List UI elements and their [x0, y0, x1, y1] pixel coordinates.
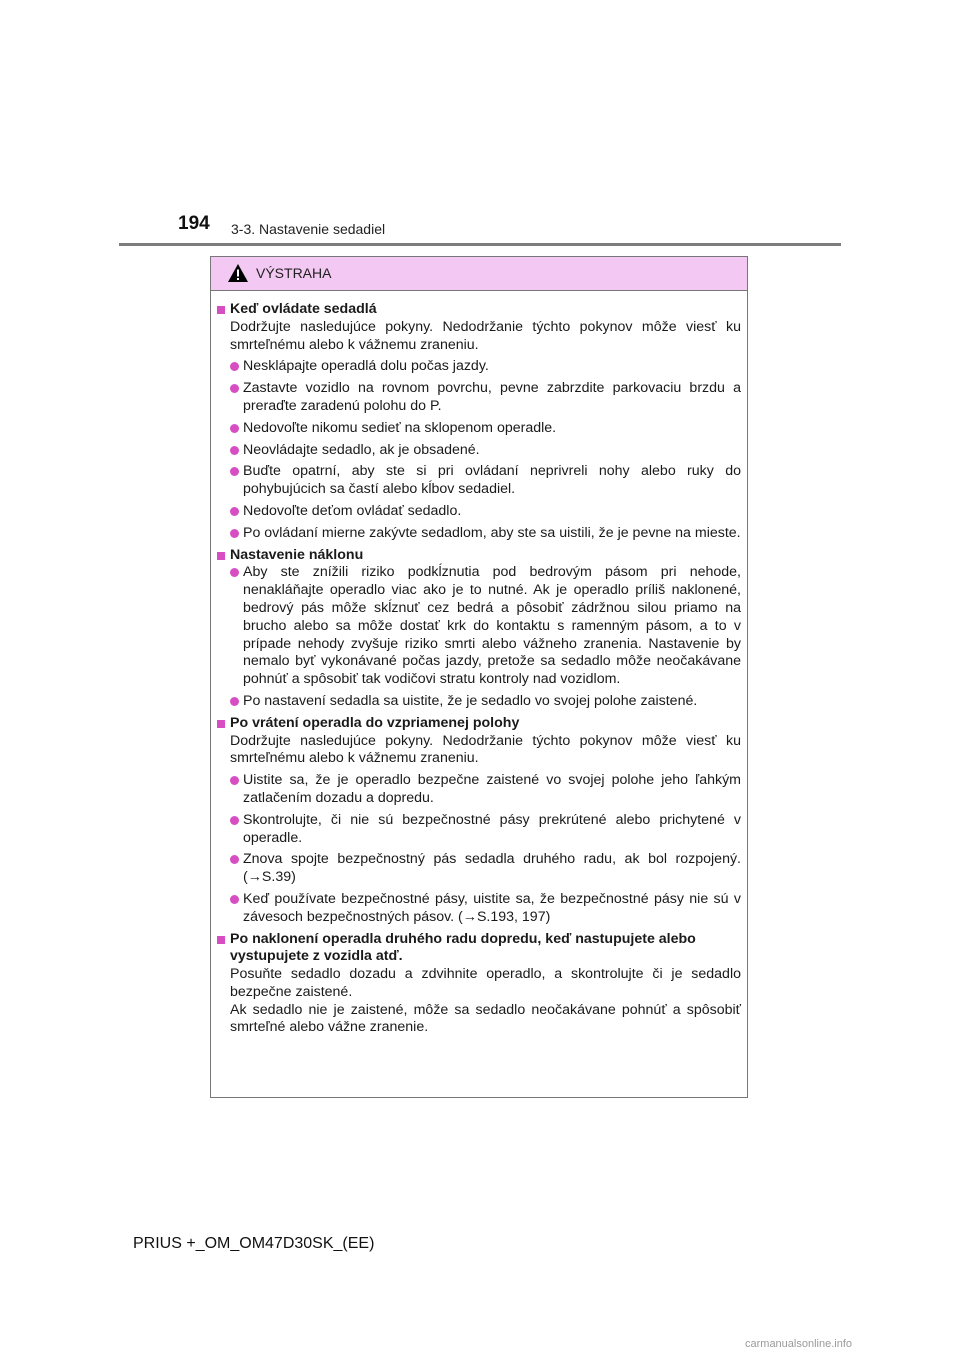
chapter-title: 3-3. Nastavenie sedadiel [231, 221, 386, 237]
round-bullet-icon [230, 467, 239, 476]
square-bullet-icon [217, 306, 225, 314]
square-bullet-icon [217, 720, 225, 728]
list-item [230, 420, 741, 438]
list-item [230, 380, 741, 416]
list-item [230, 812, 741, 848]
list-item [230, 525, 741, 543]
list-item-text: Nedovoľte nikomu sedieť na sklopenom operadle. [243, 419, 557, 436]
section-heading-text: Nastavenie náklonu [230, 546, 364, 563]
round-bullet-icon [230, 855, 239, 864]
round-bullet-icon [230, 568, 239, 577]
list-item [230, 358, 741, 376]
warning-title: VÝSTRAHA [256, 265, 332, 281]
warning-section [217, 547, 741, 711]
square-bullet-icon [217, 936, 225, 944]
list-item [230, 503, 741, 521]
section-paragraph: Posuňte sedadlo dozadu a zdvihnite operadlo, a skontrolujte či je sedadlo bezpečne zaistené. [230, 966, 741, 1000]
round-bullet-icon [230, 816, 239, 825]
round-bullet-icon [230, 895, 239, 904]
section-heading [217, 301, 741, 319]
round-bullet-icon [230, 384, 239, 393]
list-item [230, 851, 741, 887]
round-bullet-icon [230, 507, 239, 516]
list-item-text: Neovládajte sedadlo, ak je obsadené. [243, 441, 480, 458]
list-item-text: Nedovoľte deťom ovládať sedadlo. [243, 502, 462, 519]
list-item-text: Uistite sa, že je operadlo bezpečne zaistené vo svojej polohe jeho ľahkým zatlačením dozadu a dopredu. [243, 772, 741, 806]
model-code: PRIUS +_OM_OM47D30SK_(EE) [133, 1235, 375, 1252]
list-item-text: Zastavte vozidlo na rovnom povrchu, pevne zabrzdite parkovaciu brzdu a preraďte zaradenú polohu do P. [243, 380, 741, 414]
list-item-text: Aby ste znížili riziko podkĺznutia pod bedrovým pásom pri nehode, nenakláňajte operadlo viac ako je to nutné. Ak je operadlo príliš naklonené, bedrový pás môže skĺznuť cez bedrá a pôsobiť zádržnou silou priamo na brucho alebo sa môže dostať krk do kontaktu s ramenným pásom, a to v prípade nehody zvyšuje riziko smrti alebo vážneho zranenia. Nastavenie by nemalo byť vykonávané počas jazdy, pretože sa sedadlo môže neočakávane pohnúť a spôsobiť tak vodičovi stratu kontroly nad vozidlom. [243, 564, 741, 688]
list-item-text: Po nastavení sedadla sa uistite, že je sedadlo vo svojej polohe zaistené. [243, 692, 698, 709]
warning-triangle-icon [227, 263, 249, 283]
section-paragraph: Dodržujte nasledujúce pokyny. Nedodržanie týchto pokynov môže viesť ku smrteľnému alebo k vážnemu zraneniu. [230, 732, 741, 767]
list-item [230, 693, 741, 711]
list-item [230, 772, 741, 808]
list-item [230, 463, 741, 499]
list-item [230, 891, 741, 927]
list-item [230, 442, 741, 460]
list-item-text: Skontrolujte, či nie sú bezpečnostné pásy prekrútené alebo prichytené v operadle. [243, 811, 741, 846]
page-number: 194 [178, 213, 210, 234]
section-heading-text: Po vrátení operadla do vzpriamenej polohy [230, 714, 520, 731]
list-item-text: Buďte opatrní, aby ste si pri ovládaní neprivreli nohy alebo ruky do pohybujúcich sa častí alebo kĺbov sedadiel. [243, 463, 741, 498]
warning-header [211, 257, 747, 291]
list-item-text: Znova spojte bezpečnostný pás sedadla druhého radu, ak bol rozpojený. (→S.39) [243, 851, 741, 886]
section-heading-text: Keď ovládate sedadlá [230, 301, 377, 317]
list-item-text: Po ovládaní mierne zakývte sedadlom, aby ste sa uistili, že je pevne na mieste. [243, 524, 741, 541]
list-item-text: Nesklápajte operadlá dolu počas jazdy. [243, 358, 489, 375]
warning-body [211, 291, 747, 1037]
section-heading [217, 715, 741, 733]
watermark: carmanualsonline.info [745, 1338, 853, 1350]
header-rule [119, 243, 841, 246]
round-bullet-icon [230, 776, 239, 785]
section-heading-text: Po naklonení operadla druhého radu dopredu, keď nastupujete alebo vystupujete z vozidla atď. [230, 930, 696, 965]
square-bullet-icon [217, 552, 225, 560]
section-heading [217, 547, 741, 565]
section-heading [217, 931, 741, 967]
round-bullet-icon [230, 362, 239, 371]
section-paragraph: Dodržujte nasledujúce pokyny. Nedodržanie týchto pokynov môže viesť ku smrteľnému alebo k vážnemu zraneniu. [230, 318, 741, 353]
section-paragraph: Ak sedadlo nie je zaistené, môže sa sedadlo neočakávane pohnúť a spôsobiť smrteľné alebo vážne zranenie. [230, 1001, 741, 1036]
warning-section [217, 301, 741, 543]
list-item-text: Keď používate bezpečnostné pásy, uistite sa, že bezpečnostné pásy nie sú v závesoch bezpečnostných pásov. (→S.193, 197) [243, 890, 741, 925]
warning-section [217, 715, 741, 927]
list-item [230, 564, 741, 689]
round-bullet-icon [230, 697, 239, 706]
round-bullet-icon [230, 529, 239, 538]
round-bullet-icon [230, 424, 239, 433]
round-bullet-icon [230, 446, 239, 455]
warning-section [217, 931, 741, 1038]
warning-box [210, 256, 748, 1098]
